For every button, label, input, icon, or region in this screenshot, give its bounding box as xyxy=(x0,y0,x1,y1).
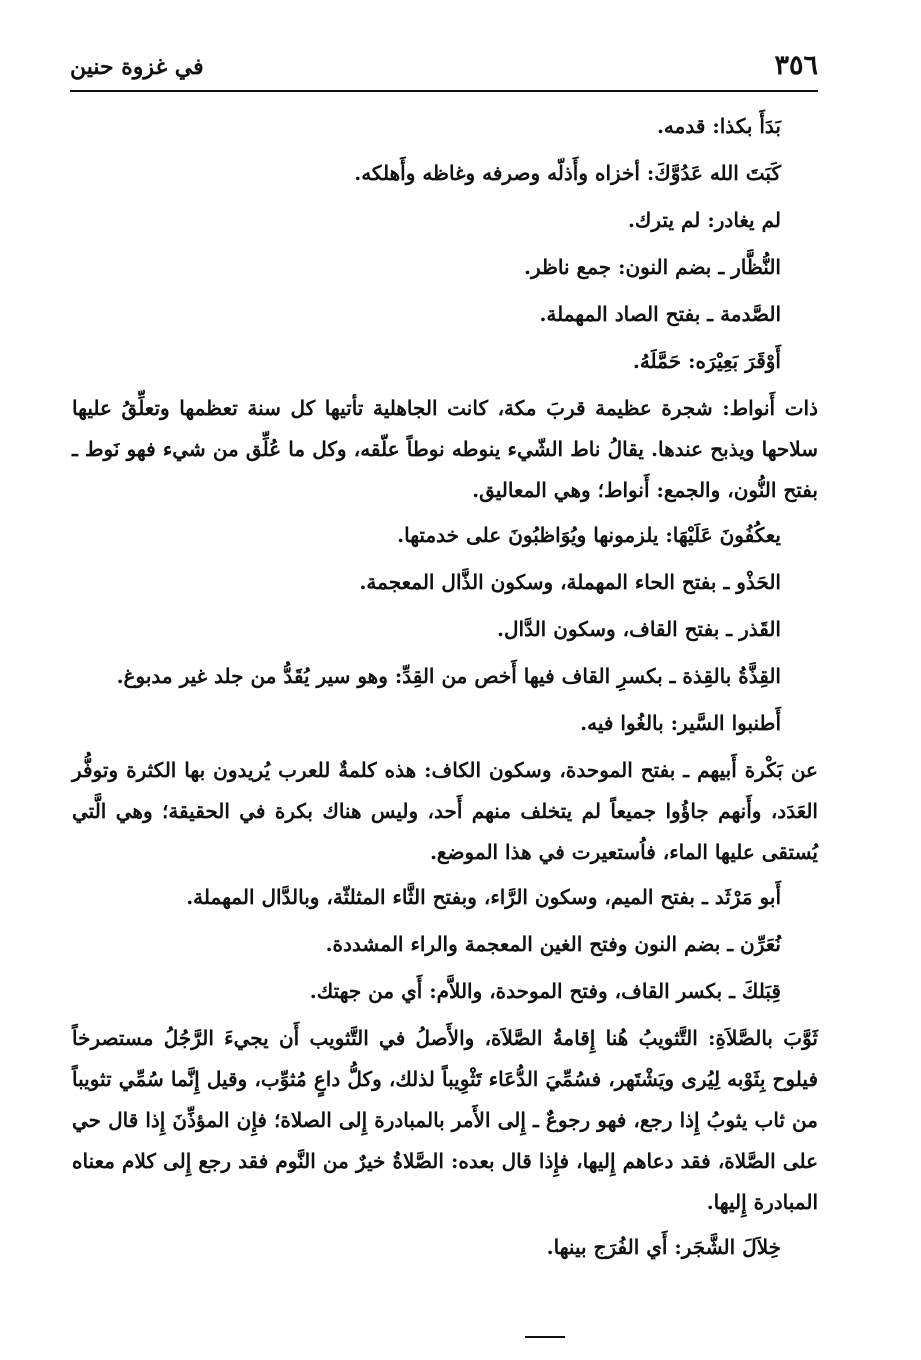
glossary-entry: عن بَكْرة أَبيهم ـ بفتح الموحدة، وسكون الكاف: هذه كلمةٌ للعرب يُريدون بها الكثرة وتوفُّر العَدَد، وأَنهم جاؤُوا جميعاً لم يتخلف منهم أَحد، وليس هناك بكرة في الحقيقة؛ وهي الَّتي يُستقى عليها الماء، فاُستعيرت في هذا الموضع. xyxy=(72,758,818,864)
glossary-entry: الحَذْو ـ بفتح الحاء المهملة، وسكون الذَّال المعجمة. xyxy=(359,570,781,594)
glossary-entry: أَبو مَرْثَد ـ بفتح الميم، وسكون الرَّاء، وبفتح الثَّاء المثلثّة، وبالدَّال المهملة. xyxy=(186,885,781,909)
glossary-entry: نُعَرِّن ـ بضم النون وفتح الغين المعجمة والراء المشددة. xyxy=(325,932,781,956)
glossary-entry: كَبَتَ الله عَدُوَّكَ: أخزاه وأَذلّه وصرفه وغاظه وأَهلكه. xyxy=(354,161,781,185)
glossary-entry: ثَوَّبَ بالصَّلاَةِ: التَّثويبُ هُنا إِقامةُ الصَّلاَة، والأَصلُ في التَّثويب أَن يجيءَ الرَّجُلُ مستصرخاً فيلوح بِثَوْبه لِيُرى ويَشْتَهر، فسُمِّيَ الدُّعَاء تَثْوِيباً لذلك، وكلُّ داعٍ مُثوِّب، وقيل إِنَّما سُمِّي تثويباً من ثاب يثوبُ إِذا رجع، فهو رجوعٌ ـ إِلى الأَمر بالمبادرة إِلى الصلاة؛ فإِن المؤذِّنَ إِذا قال حي على الصَّلاة، فقد دعاهم إِليها، فإِذا قال بعده: الصَّلاةُ خيرٌ من النَّوم فقد رجع إِلى كلام معناه المبادرة إِليها. xyxy=(72,1026,818,1214)
glossary-entry: خِلاَلَ الشَّجَر: أَي الفُرَج بينها. xyxy=(546,1235,781,1259)
glossary-entry: أَوْقَرَ بَعِيْرَه: حَمَّلَهُ. xyxy=(632,349,781,373)
running-title: في غزوة حنين xyxy=(70,54,204,80)
page-number: ٣٥٦ xyxy=(774,50,818,81)
glossary-entry: الصَّدمة ـ بفتح الصاد المهملة. xyxy=(539,302,781,326)
glossary-body xyxy=(72,106,818,1274)
glossary-entry: النُّظَّار ـ بضم النون: جمع ناظر. xyxy=(524,255,781,279)
glossary-entry: يعكُفُونَ عَلَيْهَا: يلزمونها ويُوَاظبُونَ على خدمتها. xyxy=(397,523,781,547)
footer-rule xyxy=(525,1336,565,1338)
glossary-entry: القِذَّةُ بالقِذة ـ بكسرِ القاف فيها أَخص من القِدِّ: وهو سير يُقَدُّ من جلد غير مدبوغ. xyxy=(116,664,781,688)
glossary-entry: بَدَأَ بكذا: قدمه. xyxy=(656,114,781,138)
glossary-entry: أَطنبوا السَّير: بالغُوا فيه. xyxy=(580,711,781,735)
glossary-entry: قِبَلكَ ـ بكسر القاف، وفتح الموحدة، واللاَّم: أَي من جهتك. xyxy=(309,979,781,1003)
glossary-entry: القَذر ـ بفتح القاف، وسكون الدَّال. xyxy=(497,617,781,641)
glossary-entry: لم يغادر: لم يترك. xyxy=(627,208,781,232)
glossary-entry: ذات أَنواط: شجرة عظيمة قربَ مكة، كانت الجاهلية تأتيها كل سنة تعظمها وتعلِّقُ عليها سلاحها ويذبح عندها. يقالُ ناط الشّيء ينوطه نوطاً علّقه، وكل ما عُلِّق من شيء فهو نَوط ـ بفتح النُّون، والجمع: أَنواط؛ وهي المعاليق. xyxy=(72,396,818,502)
page-header xyxy=(70,48,818,92)
